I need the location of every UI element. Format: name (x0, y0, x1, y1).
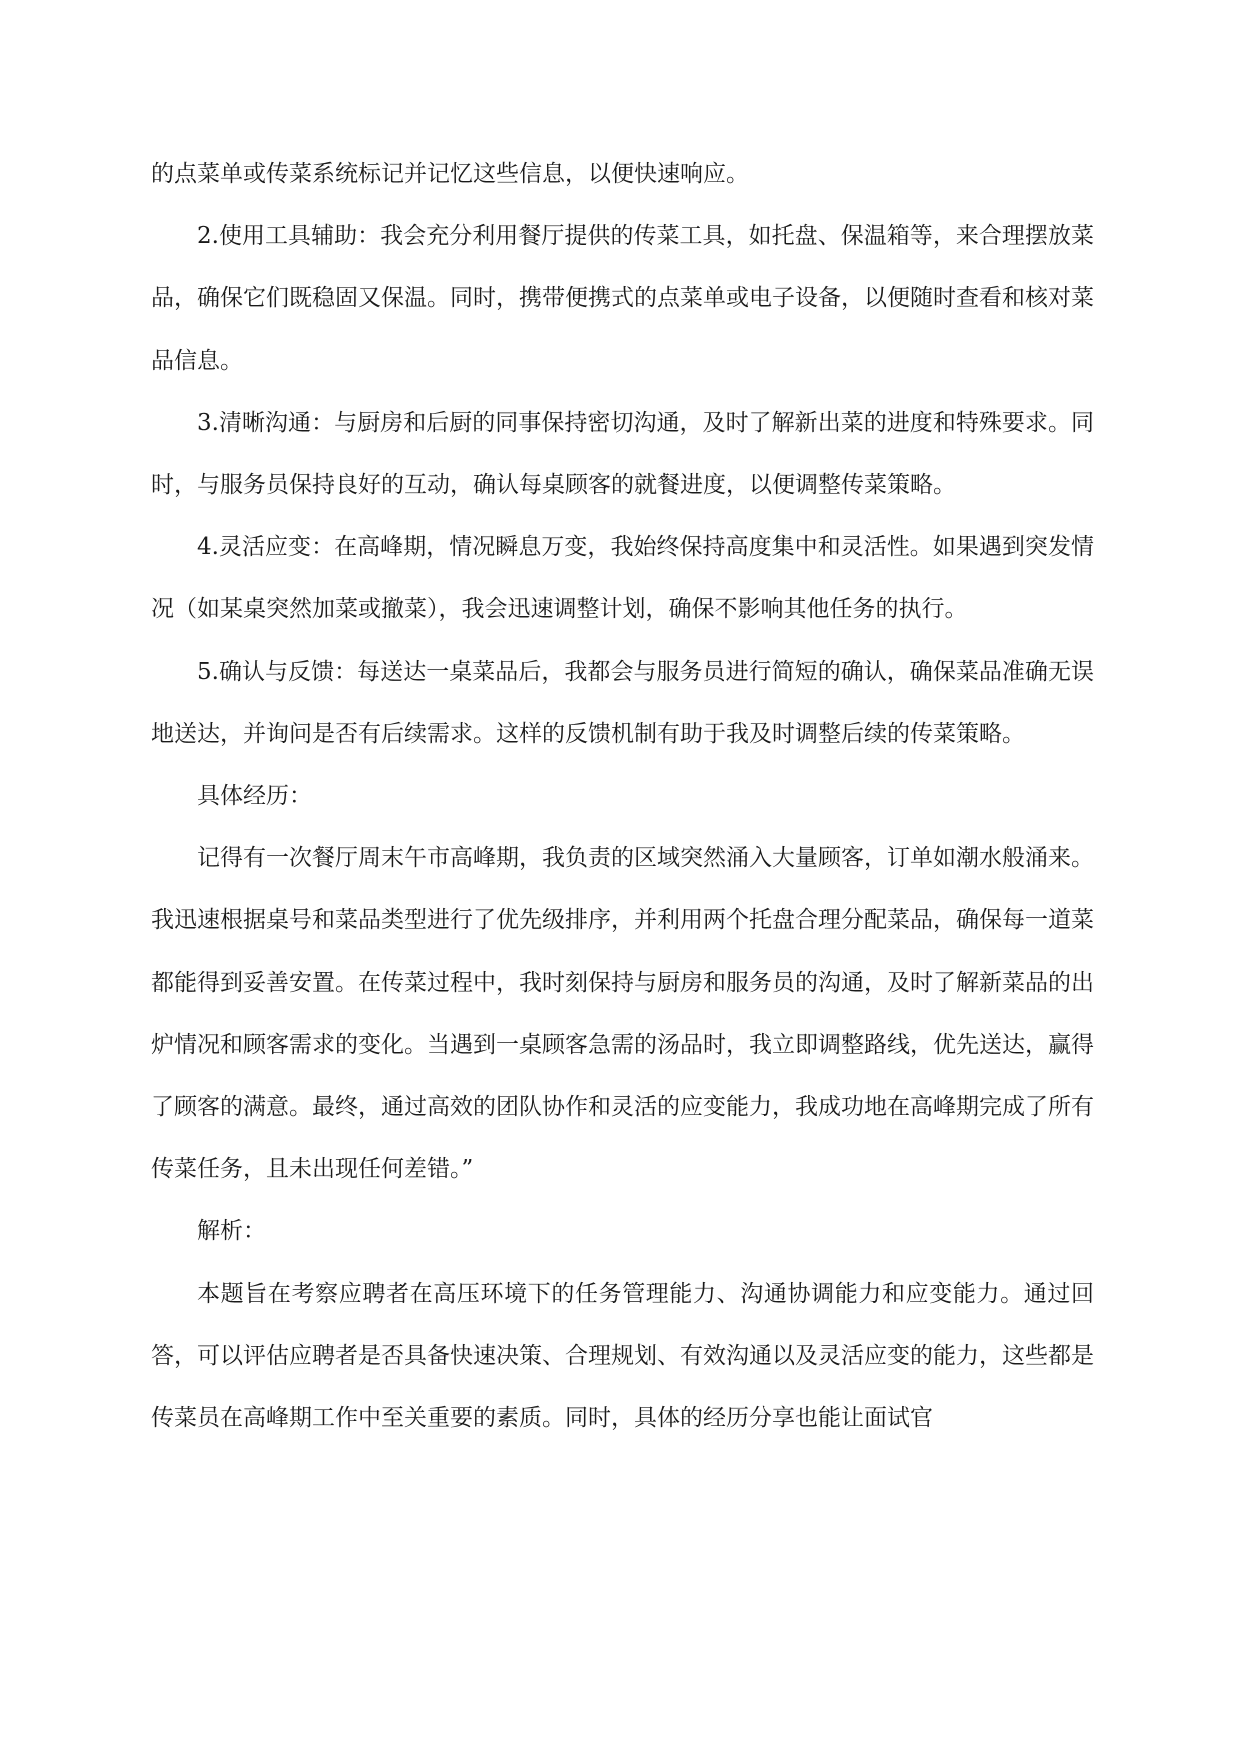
paragraph-experience: 记得有一次餐厅周末午市高峰期，我负责的区域突然涌入大量顾客，订单如潮水般涌来。我迅速根据桌号和菜品类型进行了优先级排序，并利用两个托盘合理分配菜品，确保每一道菜都能得到妥善安置。在传菜过程中，我时刻保持与厨房和服务员的沟通，及时了解新菜品的出炉情况和顾客需求的变化。当遇到一桌顾客急需的汤品时，我立即调整路线，优先送达，赢得了顾客的满意。最终，通过高效的团队协作和灵活的应变能力，我成功地在高峰期完成了所有传菜任务，且未出现任何差错。” (151, 845, 1094, 1183)
document-body (151, 143, 1094, 1449)
paragraph-flexible-response: 4.灵活应变：在高峰期，情况瞬息万变，我始终保持高度集中和灵活性。如果遇到突发情况（如某桌突然加菜或撤菜），我会迅速调整计划，确保不影响其他任务的执行。 (151, 534, 1094, 623)
paragraph-tool-assist: 2.使用工具辅助：我会充分利用餐厅提供的传菜工具，如托盘、保温箱等，来合理摆放菜品，确保它们既稳固又保温。同时，携带便携式的点菜单或电子设备，以便随时查看和核对菜品信息。 (151, 223, 1094, 374)
paragraph-confirm-feedback: 5.确认与反馈：每送达一桌菜品后，我都会与服务员进行简短的确认，确保菜品准确无误地送达，并询问是否有后续需求。这样的反馈机制有助于我及时调整后续的传菜策略。 (151, 658, 1094, 747)
heading-experience: 具体经历： (197, 783, 312, 810)
heading-analysis: 解析： (197, 1218, 266, 1245)
paragraph-analysis: 本题旨在考察应聘者在高压环境下的任务管理能力、沟通协调能力和应变能力。通过回答，可以评估应聘者是否具备快速决策、合理规划、有效沟通以及灵活应变的能力，这些都是传菜员在高峰期工作中至关重要的素质。同时，具体的经历分享也能让面试官 (151, 1280, 1094, 1432)
paragraph-clear-communication: 3.清晰沟通：与厨房和后厨的同事保持密切沟通，及时了解新出菜的进度和特殊要求。同时，与服务员保持良好的互动，确认每桌顾客的就餐进度，以便调整传菜策略。 (151, 409, 1094, 499)
paragraph-continuation: 的点菜单或传菜系统标记并记忆这些信息，以便快速响应。 (151, 161, 749, 187)
